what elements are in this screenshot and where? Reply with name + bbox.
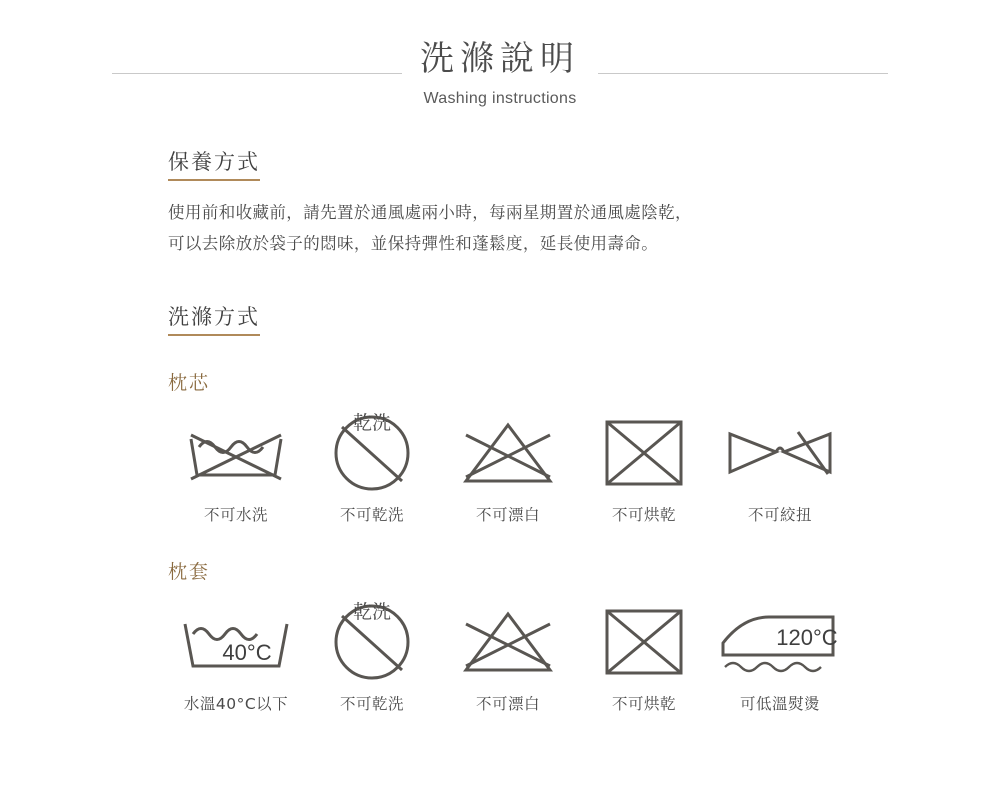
no-dry-clean-icon	[304, 594, 440, 690]
care-paragraph	[168, 197, 888, 259]
icon-label-no-wring: 不可絞扭	[747, 506, 812, 524]
icon-label-wash-40c: 水溫40°C以下	[183, 695, 289, 713]
wash-40c-inner-text: 40°C	[222, 640, 272, 665]
no-dry-clean-inner-text-2: 乾洗	[352, 601, 392, 623]
no-hand-wash-icon	[168, 405, 304, 501]
icon-label-no-hand-wash: 不可水洗	[203, 506, 268, 524]
icon-label-no-bleach: 不可漂白	[475, 506, 540, 524]
icon-cell-no-dry-clean-2	[304, 594, 440, 714]
icon-row-pillowcase	[168, 594, 1000, 714]
wash-40c-icon	[168, 594, 304, 690]
content-area	[0, 108, 1000, 714]
header-titles	[402, 38, 598, 108]
care-section-heading: 保養方式	[168, 146, 260, 181]
icon-label-no-dry-clean-2: 不可乾洗	[339, 695, 404, 713]
no-bleach-icon	[440, 594, 576, 690]
icon-cell-no-bleach	[440, 405, 576, 525]
no-bleach-icon	[440, 405, 576, 501]
icon-label-no-tumble-dry: 不可烘乾	[611, 506, 676, 524]
icon-label-iron-low-120c: 可低溫熨燙	[739, 695, 820, 713]
care-paragraph-line-2: 可以去除放於袋子的悶味，並保持彈性和蓬鬆度，延長使用壽命。	[168, 234, 659, 253]
iron-low-120c-icon	[712, 594, 848, 690]
washing-section-heading: 洗滌方式	[168, 301, 260, 336]
icon-cell-no-hand-wash	[168, 405, 304, 525]
icon-cell-no-bleach-2	[440, 594, 576, 714]
no-dry-clean-inner-text: 乾洗	[352, 412, 392, 434]
page-title: 洗滌說明	[420, 39, 580, 79]
icon-cell-no-dry-clean	[304, 405, 440, 525]
icon-cell-no-tumble-dry	[576, 405, 712, 525]
icon-row-pillow-core	[168, 405, 1000, 525]
group-label-pillowcase: 枕套	[168, 561, 211, 583]
icon-label-no-dry-clean: 不可乾洗	[339, 506, 404, 524]
group-label-pillow-core: 枕芯	[168, 372, 211, 394]
page-header	[0, 0, 1000, 108]
icon-label-no-bleach-2: 不可漂白	[475, 695, 540, 713]
page-subtitle: Washing instructions	[423, 90, 577, 107]
no-wring-icon	[712, 405, 848, 501]
no-tumble-dry-icon	[576, 594, 712, 690]
care-paragraph-line-1: 使用前和收藏前，請先置於通風處兩小時，每兩星期置於通風處陰乾，	[168, 203, 692, 222]
header-rule-left	[112, 73, 402, 74]
iron-low-120c-inner-text: 120°C	[776, 625, 838, 650]
icon-cell-no-tumble-dry-2	[576, 594, 712, 714]
header-rule-right	[598, 73, 888, 74]
no-tumble-dry-icon	[576, 405, 712, 501]
icon-cell-no-wring	[712, 405, 848, 525]
icon-cell-wash-40c	[168, 594, 304, 714]
icon-label-no-tumble-dry-2: 不可烘乾	[611, 695, 676, 713]
icon-cell-iron-low-120c	[712, 594, 848, 714]
no-dry-clean-icon	[304, 405, 440, 501]
